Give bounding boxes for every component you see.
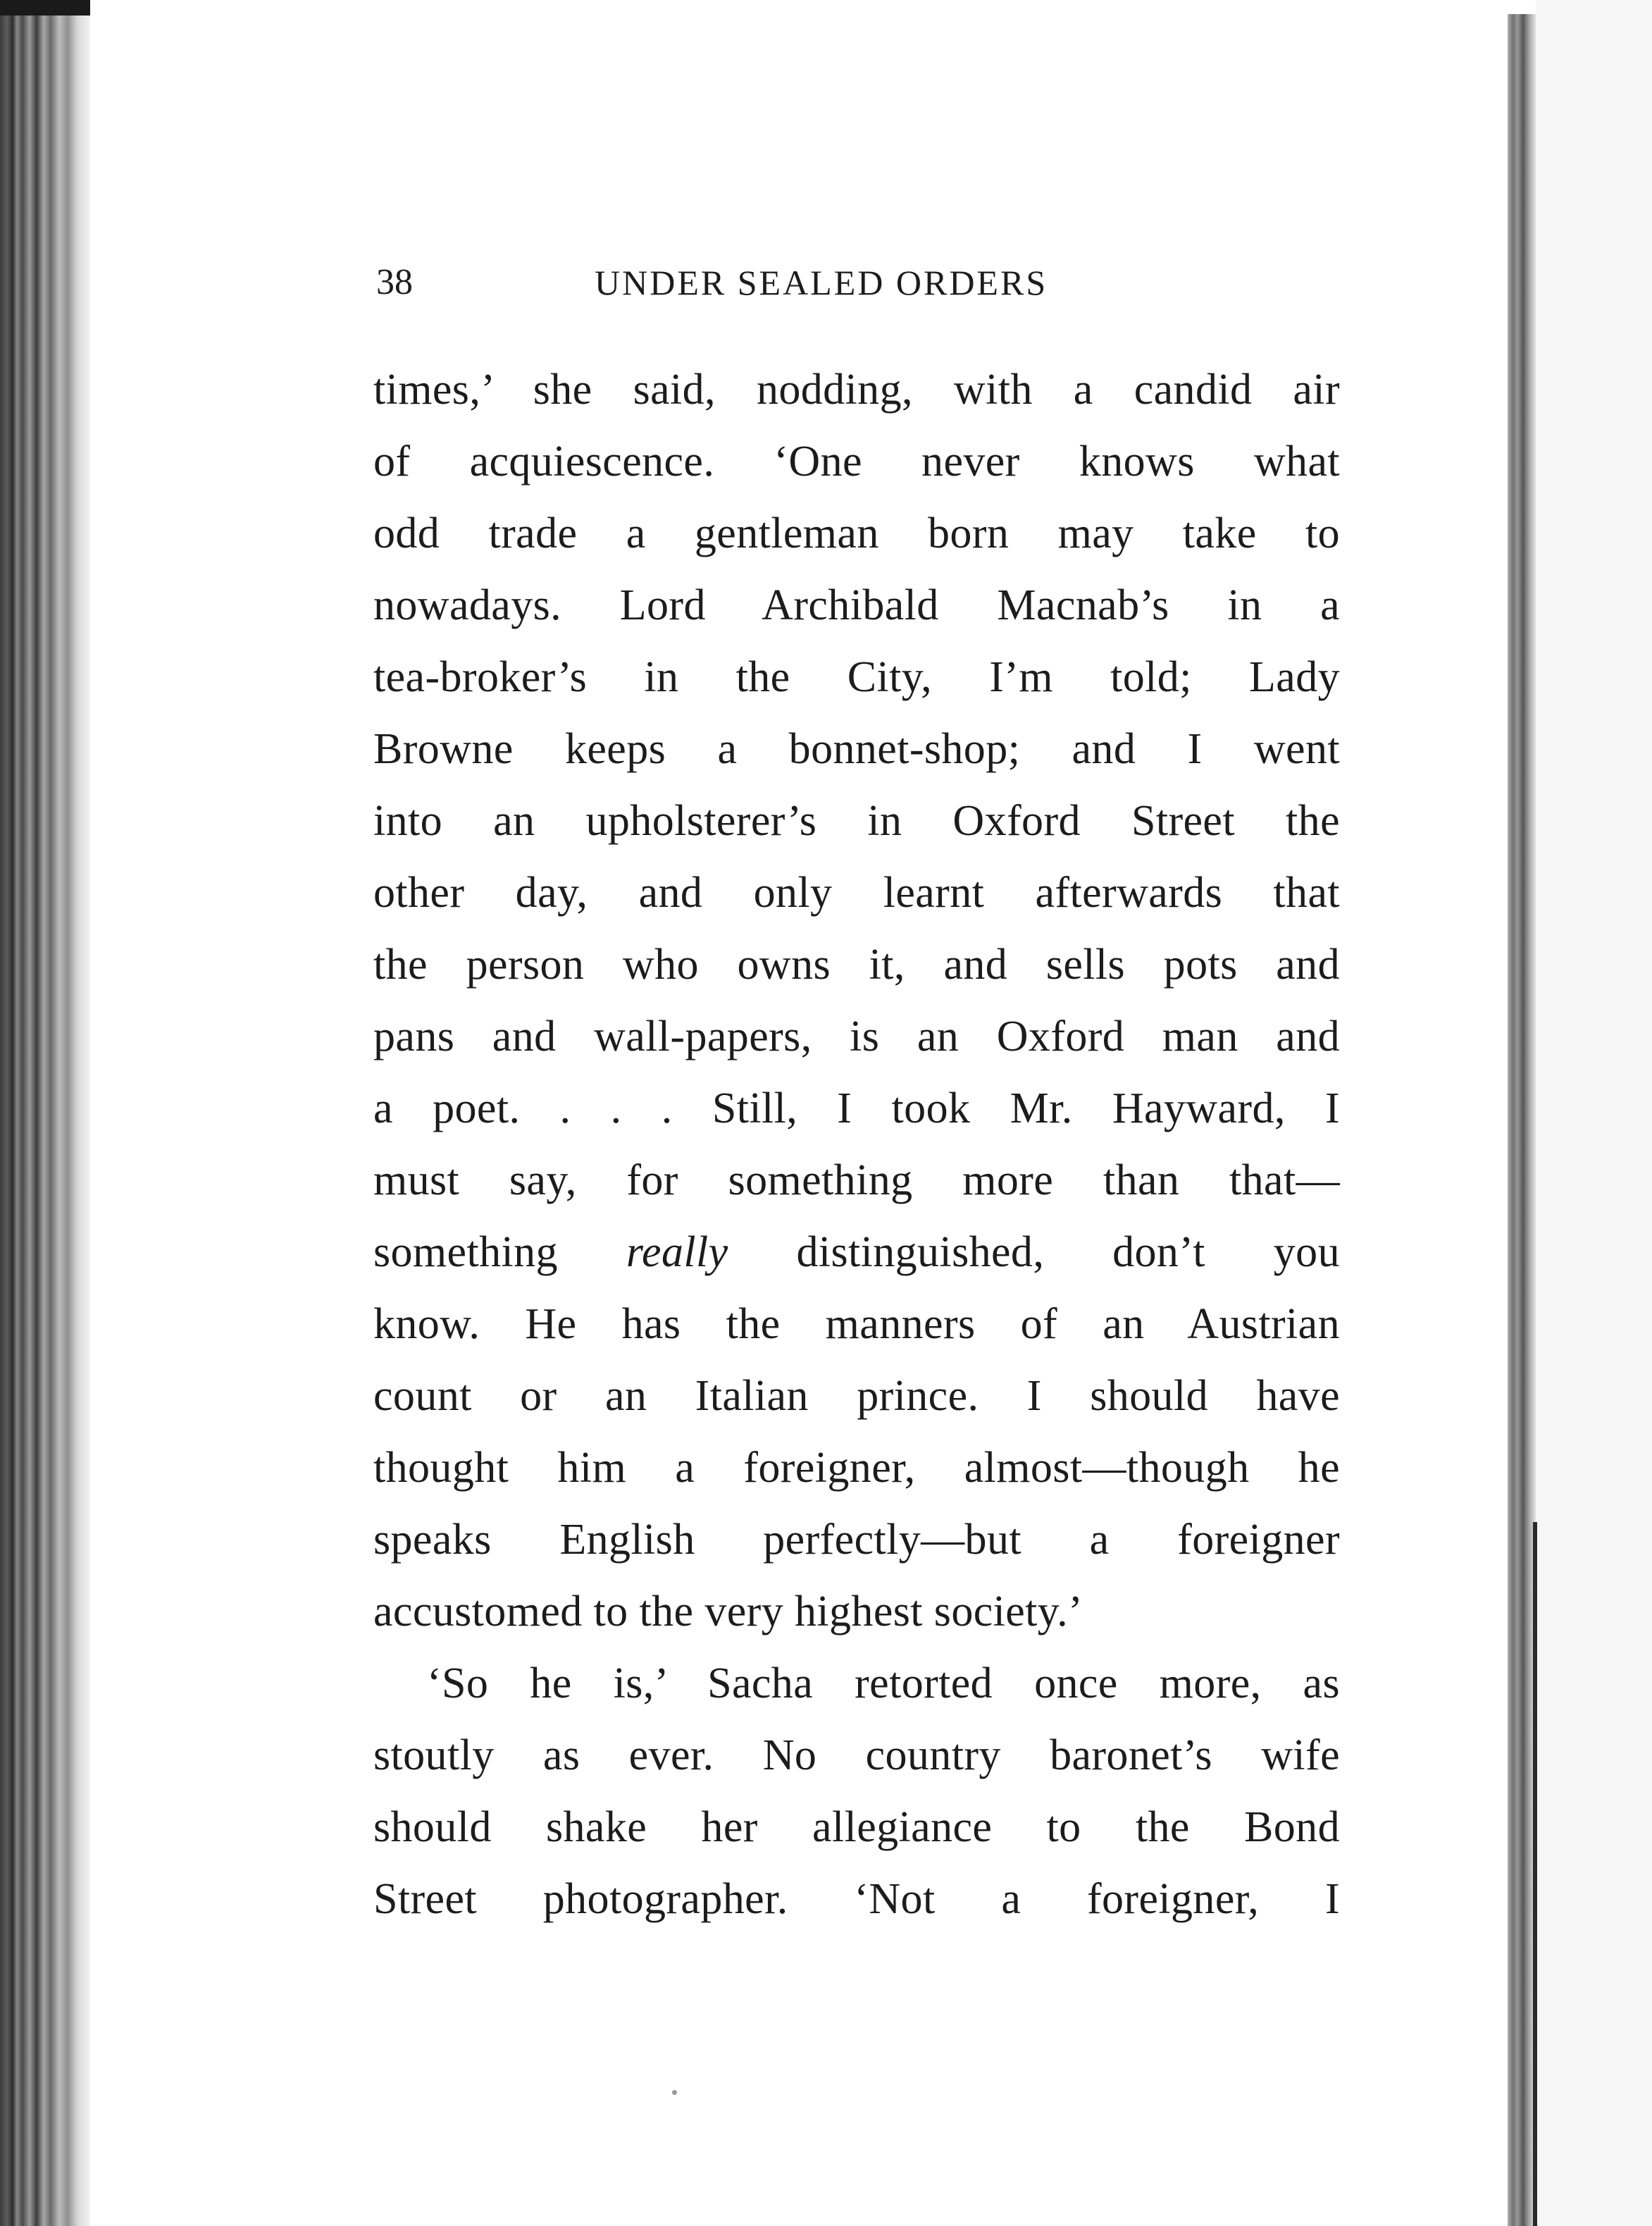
text-line: into an upholsterer’s in Oxford Street the <box>373 797 1340 845</box>
text-line: stoutly as ever. No country baronet’s wife <box>373 1731 1340 1779</box>
text-segment: something <box>373 1228 626 1276</box>
paragraph-start-line: ‘So he is,’ Sacha retorted once more, as <box>427 1659 1340 1707</box>
paragraph-end-line: accustomed to the very highest society.’ <box>373 1588 1083 1636</box>
text-line: must say, for something more than that— <box>373 1156 1340 1204</box>
text-line: the person who owns it, and sells pots and <box>373 941 1340 989</box>
text-line: nowadays. Lord Archibald Macnab’s in a <box>373 581 1340 629</box>
page-number: 38 <box>376 262 413 302</box>
italic-word: really <box>626 1228 728 1276</box>
paper-speck <box>672 2090 677 2095</box>
text-line: count or an Italian prince. I should have <box>373 1372 1340 1420</box>
right-margin <box>1536 0 1652 2226</box>
running-title: UNDER SEALED ORDERS <box>595 263 1048 302</box>
running-head <box>376 258 1340 307</box>
book-spine-top <box>0 0 90 16</box>
page-edge-right <box>1508 14 1536 2226</box>
text-line: times,’ she said, nodding, with a candid air <box>373 366 1340 414</box>
text-line: should shake her allegiance to the Bond <box>373 1803 1340 1851</box>
text-line: other day, and only learnt afterwards that <box>373 869 1340 917</box>
text-line: pans and wall-papers, is an Oxford man and <box>373 1013 1340 1061</box>
text-line: thought him a foreigner, almost—though he <box>373 1444 1340 1492</box>
text-line-with-italic <box>373 1216 1340 1288</box>
text-line: speaks English perfectly—but a foreigner <box>373 1516 1340 1564</box>
text-line: of acquiescence. ‘One never knows what <box>373 438 1340 486</box>
page-edge-shadow <box>1533 1522 1537 2226</box>
text-line: odd trade a gentleman born may take to <box>373 509 1340 557</box>
text-line: tea-broker’s in the City, I’m told; Lady <box>373 653 1340 701</box>
text-line: a poet. . . . Still, I took Mr. Hayward, I <box>373 1084 1340 1132</box>
text-line: Browne keeps a bonnet-shop; and I went <box>373 725 1340 773</box>
text-line: know. He has the manners of an Austrian <box>373 1300 1340 1348</box>
body-text <box>373 354 1340 1935</box>
book-spine-shadow <box>0 0 90 2226</box>
text-segment: distinguished, don’t you <box>728 1228 1340 1276</box>
text-line: Street photographer. ‘Not a foreigner, I <box>373 1875 1340 1923</box>
